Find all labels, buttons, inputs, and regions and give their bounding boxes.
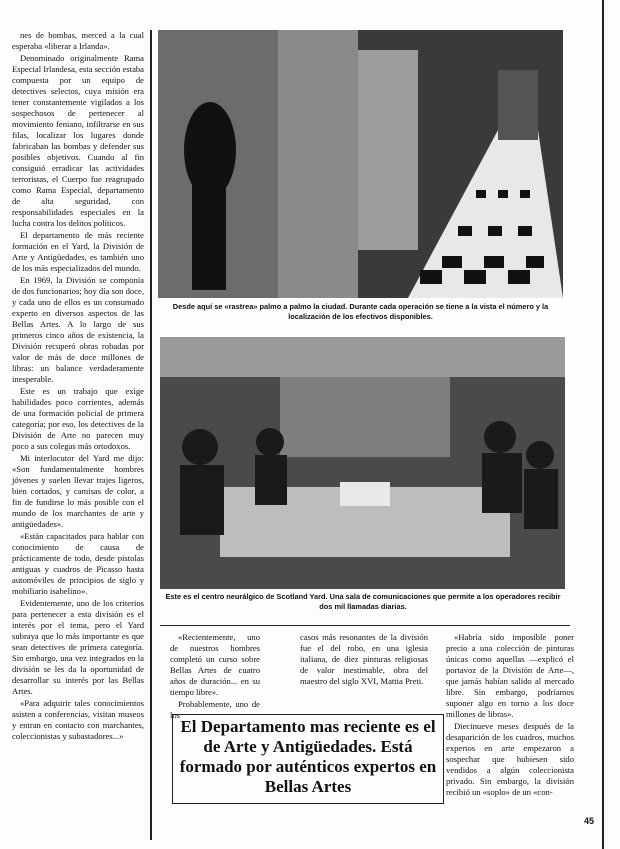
paragraph: El departamento de más reciente formación en el Yard, la División de Arte y Antigüedades, es también uno de los más especializados del mundo. <box>12 230 144 273</box>
left-article-column <box>12 30 144 743</box>
paragraph: Diecinueve meses después de la desaparición de los cuadros, muchos expertos en arte empezaron a sospechar que hubiesen sido vendidos a algún coleccionista privado. Sin embargo, la división recibió un «soplo» de un «con- <box>446 721 574 797</box>
communications-room-caption: Este es el centro neurálgico de Scotland Yard. Una sala de comunicaciones que permite a los operadores recibir dos mil llamadas diarias. <box>165 592 561 611</box>
corridor-photo <box>158 30 563 298</box>
communications-room-photo <box>160 337 565 589</box>
pull-quote-headline: El Departamento mas reciente es el de Arte y Antigüedades. Está formado por auténticos expertos en Bellas Artes <box>172 714 444 804</box>
corridor-photo-caption: Desde aquí se «rastrea» palmo a palmo la ciudad. Durante cada operación se tiene a la vista el número y la localización de los efectivos disponibles. <box>172 302 549 321</box>
bottom-column-a <box>170 632 260 722</box>
bottom-column-b: casos más resonantes de la división fue el del robo, en una iglesia italiana, de diez pinturas religiosas de valor inestimable, obra del maestro del siglo XVI, Mattia Preti. <box>300 632 428 686</box>
paragraph: Probablemente, uno de los <box>170 699 260 720</box>
paragraph: «Recientemente, uno de nuestros hombres completó un curso sobre Bellas Artes de cuatro años de duración... en su tiempo libre». <box>170 632 260 697</box>
paragraph: Este es un trabajo que exige habilidades poco corrientes, además de una formación policial de primera categoría; por eso, los detectives de la División de Arte no parecen muy poco a sus colegas más ortodoxos. <box>12 386 144 451</box>
page-edge-rule <box>602 0 604 849</box>
paragraph: «Para adquirir tales conocimientos asisten a conferencias, visitan museos y entran en contacto con marchantes, coleccionistas y subastadores...» <box>12 698 144 741</box>
paragraph: «Habría sido imposible poner precio a una colección de pinturas únicas como aquellas —explicó el portavoz de la División de Arte—, que jamás habían salido al mercado libre. Sin embargo, podríamos suponer algo en torno a los doce millones de libras». <box>446 632 574 719</box>
paragraph: Evidentemente, uno de los criterios para pertenecer a esta división es el interés por el tema, pero el Yard subraya que lo más importante es que sean detectives de primera categoría. Sin embargo, una vez integrados en la división se les da la oportunidad de desarrollar su interés por las Bellas Artes. <box>12 598 144 696</box>
section-divider <box>160 625 570 626</box>
bottom-column-c <box>446 632 574 799</box>
column-divider <box>150 30 152 840</box>
paragraph: Denominado originalmente Rama Especial Irlandesa, esta sección estaba compuesta por un equipo de detectives selectos, cuya misión era tener constantemente vigilados a los sospechosos de pertenecer al movimiento feniano, infiltrarse en sus filas, localizar los lugares donde fabricaban las bombas y defender sus posibles objetivos. Cuando al fin consiguió erradicar las actividades terroristas, el Cuerpo fue reagrupado como Rama Especial, departamento de alta seguridad, con responsabilidades especiales en la lucha contra los delitos políticos. <box>12 53 144 228</box>
paragraph: Mi interlocutor del Yard me dijo: «Son fundamentalmente hombres jóvenes y suelen llevar trajes ligeros, bien cortados, y camisas de color, a fin de fundirse lo más posible con el mundo de los marchantes de arte y antigüedades». <box>12 453 144 529</box>
paragraph: nes de bombas, merced a la cual esperaba «liberar a Irlanda». <box>12 30 144 51</box>
paragraph: En 1969, la División se componía de dos funcionarios; hoy día son doce, y cada uno de ellos es un consumado experto en diversos aspectos de las Bellas Artes. A lo largo de sus primeros cinco años de existencia, la División recuperó obras robadas por valor de más de doce millones de libras: un balance verdaderamente inesperable. <box>12 275 144 384</box>
page-number: 45 <box>584 816 595 826</box>
paragraph: «Están capacitados para hablar con conocimiento de causa de prácticamente de todo, desde pistolas antiguas y cuadros de Picasso hasta automóviles de principios de siglo y mobiliario isabelino». <box>12 531 144 596</box>
